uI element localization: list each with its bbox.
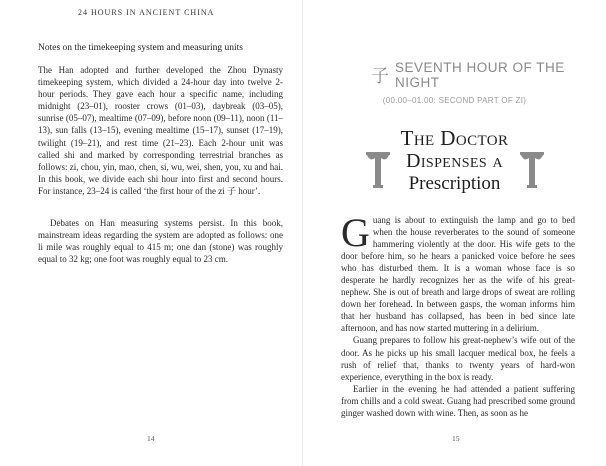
chapter-title-line-2: Dispenses a	[406, 150, 503, 172]
hour-subtitle: (00.00–01.00: SECOND PART OF ZI)	[382, 96, 527, 105]
chapter-title-line-3: Prescription	[408, 173, 501, 194]
running-head: 24 HOURS IN ANCIENT CHINA	[78, 8, 215, 17]
chapter-paragraph-2: Guang prepares to follow his great-nephew’s wife out of the door. As he picks up his small lacquer medical box, he feels a rush of relief that, thanks to twenty years of hard-won experience, everything in the box is ready.	[341, 335, 575, 382]
chapter-title	[303, 126, 606, 196]
chapter-title-line-1: The Doctor	[400, 126, 509, 150]
notes-paragraph-1: The Han adopted and further developed the Zhou Dynasty timekeeping system, which divided a 24-hour day into twelve 2-hour periods. They gave each hour a specific name, including midnight (23–01), rooster crows (01–03), daybreak (03–05), sunrise (05–07), mealtime (07–09), before noon (09–11), noon (11–13), sun falls (13–15), evening mealtime (15–17), sunset (17–19), twilight (19–21), and rest time (21–23). Each 2-hour unit was called shi and marked by corresponding terrestrial branches as follows: zi, chou, yin, mao, chen, si, wu, wei, shen, you, xu and hai. In this book, we divide each shi hour into first and second hours. For instance, 23–24 is called ‘the first hour of the zi 子 hour’.	[38, 65, 283, 196]
notes-title: Notes on the timekeeping system and measuring units	[38, 43, 244, 53]
drop-cap: G	[341, 210, 370, 255]
chapter-paragraph-3: Earlier in the evening he had attended a patient suffering from chills and a cold sweat. Guang had prescribed some ground ginger washed down with wine. Then, as soon as he	[341, 383, 575, 418]
paragraph-1-text: uang is about to extinguish the lamp and go to bed when the house reverberates to the sound of someone hammering violently at the door. His wife gets to the door before him, so he hears a panicked voice before he sees who has disturbed them. It is a woman whose face is so desperate he hardly recognizes her as the wife of his great-nephew. She is out of breath and large drops of sweat are rolling down her forehead. In between gasps, the woman informs him that her husband has collapsed, has been in bed since late afternoon, and has now started muttering in a delirium.	[341, 215, 575, 334]
chapter-body	[341, 210, 575, 419]
hour-title: SEVENTH HOUR OF THE NIGHT	[395, 60, 565, 90]
hour-heading	[371, 60, 606, 90]
right-page	[303, 0, 606, 466]
notes-paragraph-2: Debates on Han measuring systems persist. In this book, mainstream ideas regarding the system are adopted as follows: one li mile was roughly equal to 415 m; one dan (stone) was roughly equal to 32 kg; one foot was roughly equal to 23 cm.	[38, 218, 283, 265]
page-number-left: 14	[147, 434, 155, 443]
pillar-ornament-right-icon	[520, 152, 544, 188]
chapter-paragraph-1	[341, 210, 575, 334]
page-number-right: 15	[452, 434, 460, 443]
zi-character: 子	[371, 66, 389, 87]
